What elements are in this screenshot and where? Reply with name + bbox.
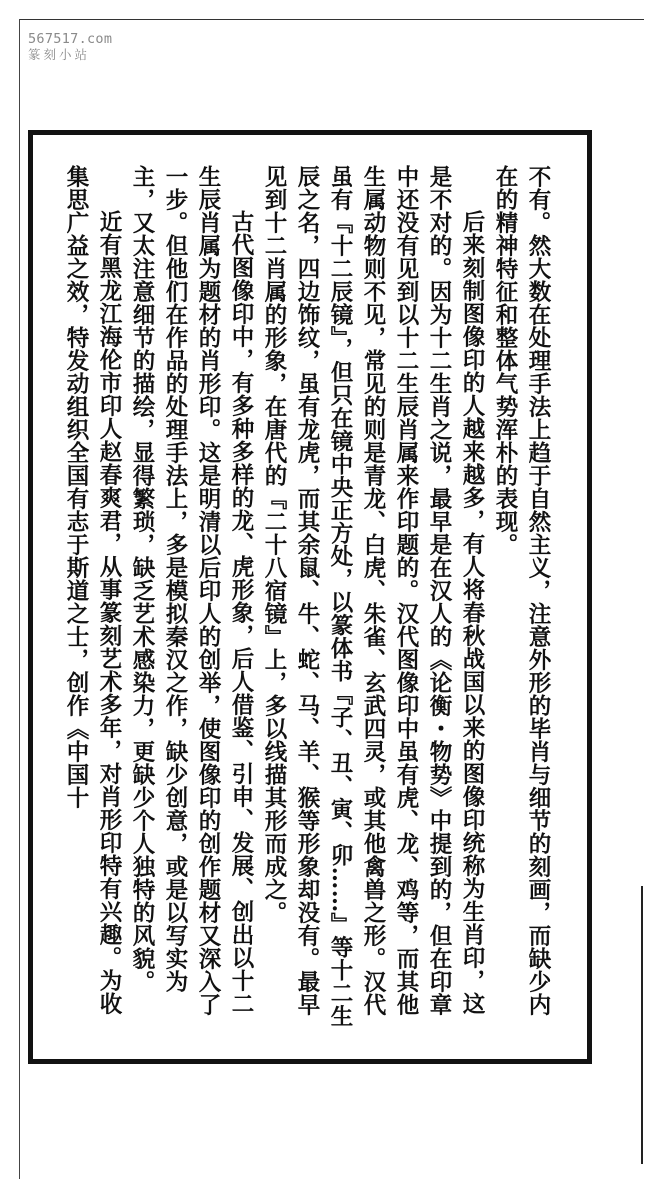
paragraph-ancient-image-seals: 古代图像印中，有多种多样的龙、虎形象，后人借鉴、引申、发展、创出以十二生辰肖属为题材的肖形印。这是明清以后印人的创举，使图像印的创作题材又深入了一步。但他们在作品的处理手法上，多是模拟秦汉之作，缺少创意，或是以写实为主，又太注意细节的描绘，显得繁琐，缺乏艺术感染力，更缺少个人独特的风貌。 <box>129 165 254 1016</box>
watermark-name: 篆刻小站 <box>28 46 91 62</box>
paragraph-zhao-chunshuang: 近有黑龙江海伦市印人赵春爽君，从事篆刻艺术多年，对肖形印特有兴趣。为收集思广益之效，特发动组织全国有志于斯道之士，创作《中国十 <box>63 165 122 1015</box>
watermark-site: 567517.com <box>28 31 113 47</box>
left-edge-line <box>19 19 20 1179</box>
paragraph-continued: 不有。然大数在处理手法上趋于自然主义，注意外形的毕肖与细节的刻画，而缺少内在的精神特征和整体气势浑朴的表现。 <box>492 165 551 1016</box>
right-edge-line <box>641 886 643 1164</box>
top-edge-line <box>20 19 644 20</box>
paragraph-zodiac-origin: 后来刻制图像印的人越来越多，有人将春秋战国以来的图像印统称为生肖印，这是不对的。因为十二生肖之说，最早是在汉人的《论衡・物势》中提到的，但在印章中还没有见到以十二生辰肖属来作印题的。汉代图像印中虽有虎、龙、鸡等，而其他生属动物则不见，常见的则是青龙、白虎、朱雀、玄武四灵，或其他禽兽之形。汉代虽有『十二辰镜』，但只在镜中央正方处，以篆体书『子、丑、寅、卯……』等十二生辰之名，四边饰纹，虽有龙虎，而其余鼠、牛、蛇、马、羊、猴等形象却没有。最早见到十二肖属的形象，在唐代的『二十八宿镜』上，多以线描其形而成之。 <box>261 165 485 1028</box>
watermark <box>28 32 112 62</box>
vertical-text-body <box>64 165 554 1033</box>
